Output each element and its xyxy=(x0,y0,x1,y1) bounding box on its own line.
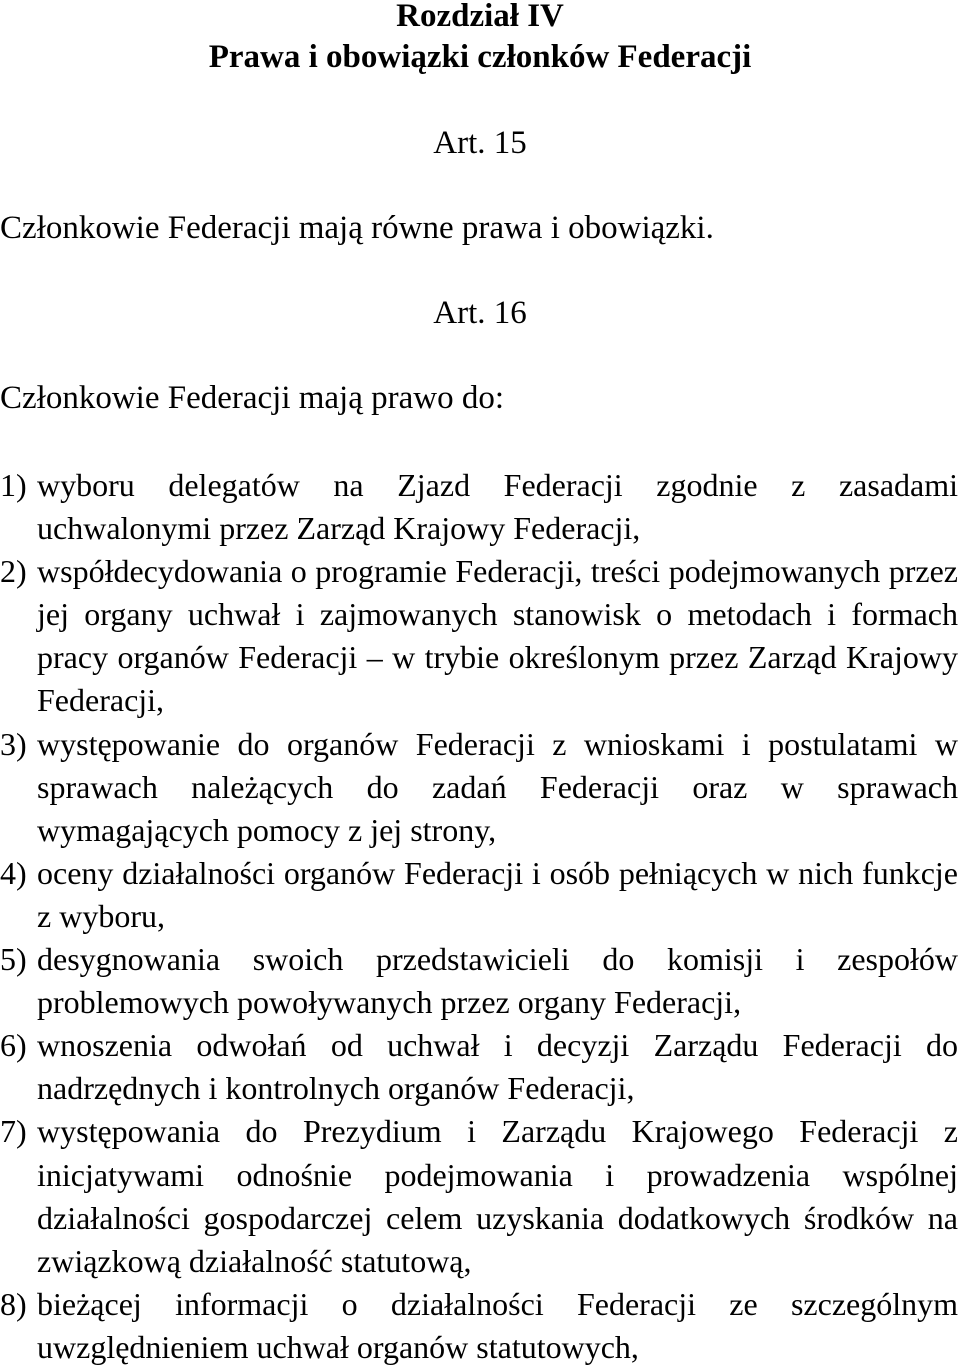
list-item xyxy=(0,464,958,550)
list-item-number: 3) xyxy=(0,725,27,762)
list-item-number: 8) xyxy=(0,1285,27,1322)
list-item-text: bieżącej informacji o działalności Federacji ze szczególnym uwzględnieniem uchwał organów statutowych, xyxy=(37,1285,958,1365)
list-item xyxy=(0,1024,958,1110)
article-15-text: Członkowie Federacji mają równe prawa i obowiązki. xyxy=(0,210,714,246)
list-item-number: 1) xyxy=(0,467,27,503)
list-item xyxy=(0,1110,958,1282)
list-item-text: wyboru delegatów na Zjazd Federacji zgodnie z zasadami uchwalonymi przez Zarząd Krajowy Federacji, xyxy=(37,467,958,547)
list-item-number: 7) xyxy=(0,1113,27,1150)
list-item-text: oceny działalności organów Federacji i osób pełniących w nich funkcje z wyboru, xyxy=(37,854,958,934)
list-item xyxy=(0,1283,958,1369)
list-item-text: wnoszenia odwołań od uchwał i decyzji Zarządu Federacji do nadrzędnych i kontrolnych organów Federacji, xyxy=(37,1027,958,1107)
list-item-text: występowanie do organów Federacji z wnioskami i postulatami w sprawach należących do zadań Federacji oraz w sprawach wymagających pomocy z jej strony, xyxy=(37,725,958,848)
list-item-text: współdecydowania o programie Federacji, treści podejmowanych przez jej organy uchwał i zajmowanych stanowisk o metodach i formach pracy organów Federacji – w trybie określonym przez Zarząd Krajowy Federacji, xyxy=(37,553,958,719)
chapter-number: Rozdział IV xyxy=(396,0,564,34)
list-item xyxy=(0,550,958,722)
list-item-text: desygnowania swoich przedstawicieli do komisji i zespołów problemowych powoływanych przez organy Federacji, xyxy=(37,941,958,1021)
article-15-heading: Art. 15 xyxy=(433,125,527,161)
list-item xyxy=(0,938,958,1024)
list-item-number: 6) xyxy=(0,1027,27,1064)
list-item xyxy=(0,852,958,938)
list-item-number: 4) xyxy=(0,854,27,891)
article-16-intro: Członkowie Federacji mają prawo do: xyxy=(0,380,505,416)
list-item-text: występowania do Prezydium i Zarządu Krajowego Federacji z inicjatywami odnośnie podejmowania i prowadzenia wspólnej działalności gospodarczej celem uzyskania dodatkowych środków na związkową działalność statutową, xyxy=(37,1113,958,1279)
list-item xyxy=(0,723,958,852)
chapter-title: Prawa i obowiązki członków Federacji xyxy=(208,39,752,75)
list-item-number: 5) xyxy=(0,941,27,978)
article-16-rights-list xyxy=(0,464,958,1369)
article-16-heading: Art. 16 xyxy=(433,295,527,331)
list-item-number: 2) xyxy=(0,553,27,590)
